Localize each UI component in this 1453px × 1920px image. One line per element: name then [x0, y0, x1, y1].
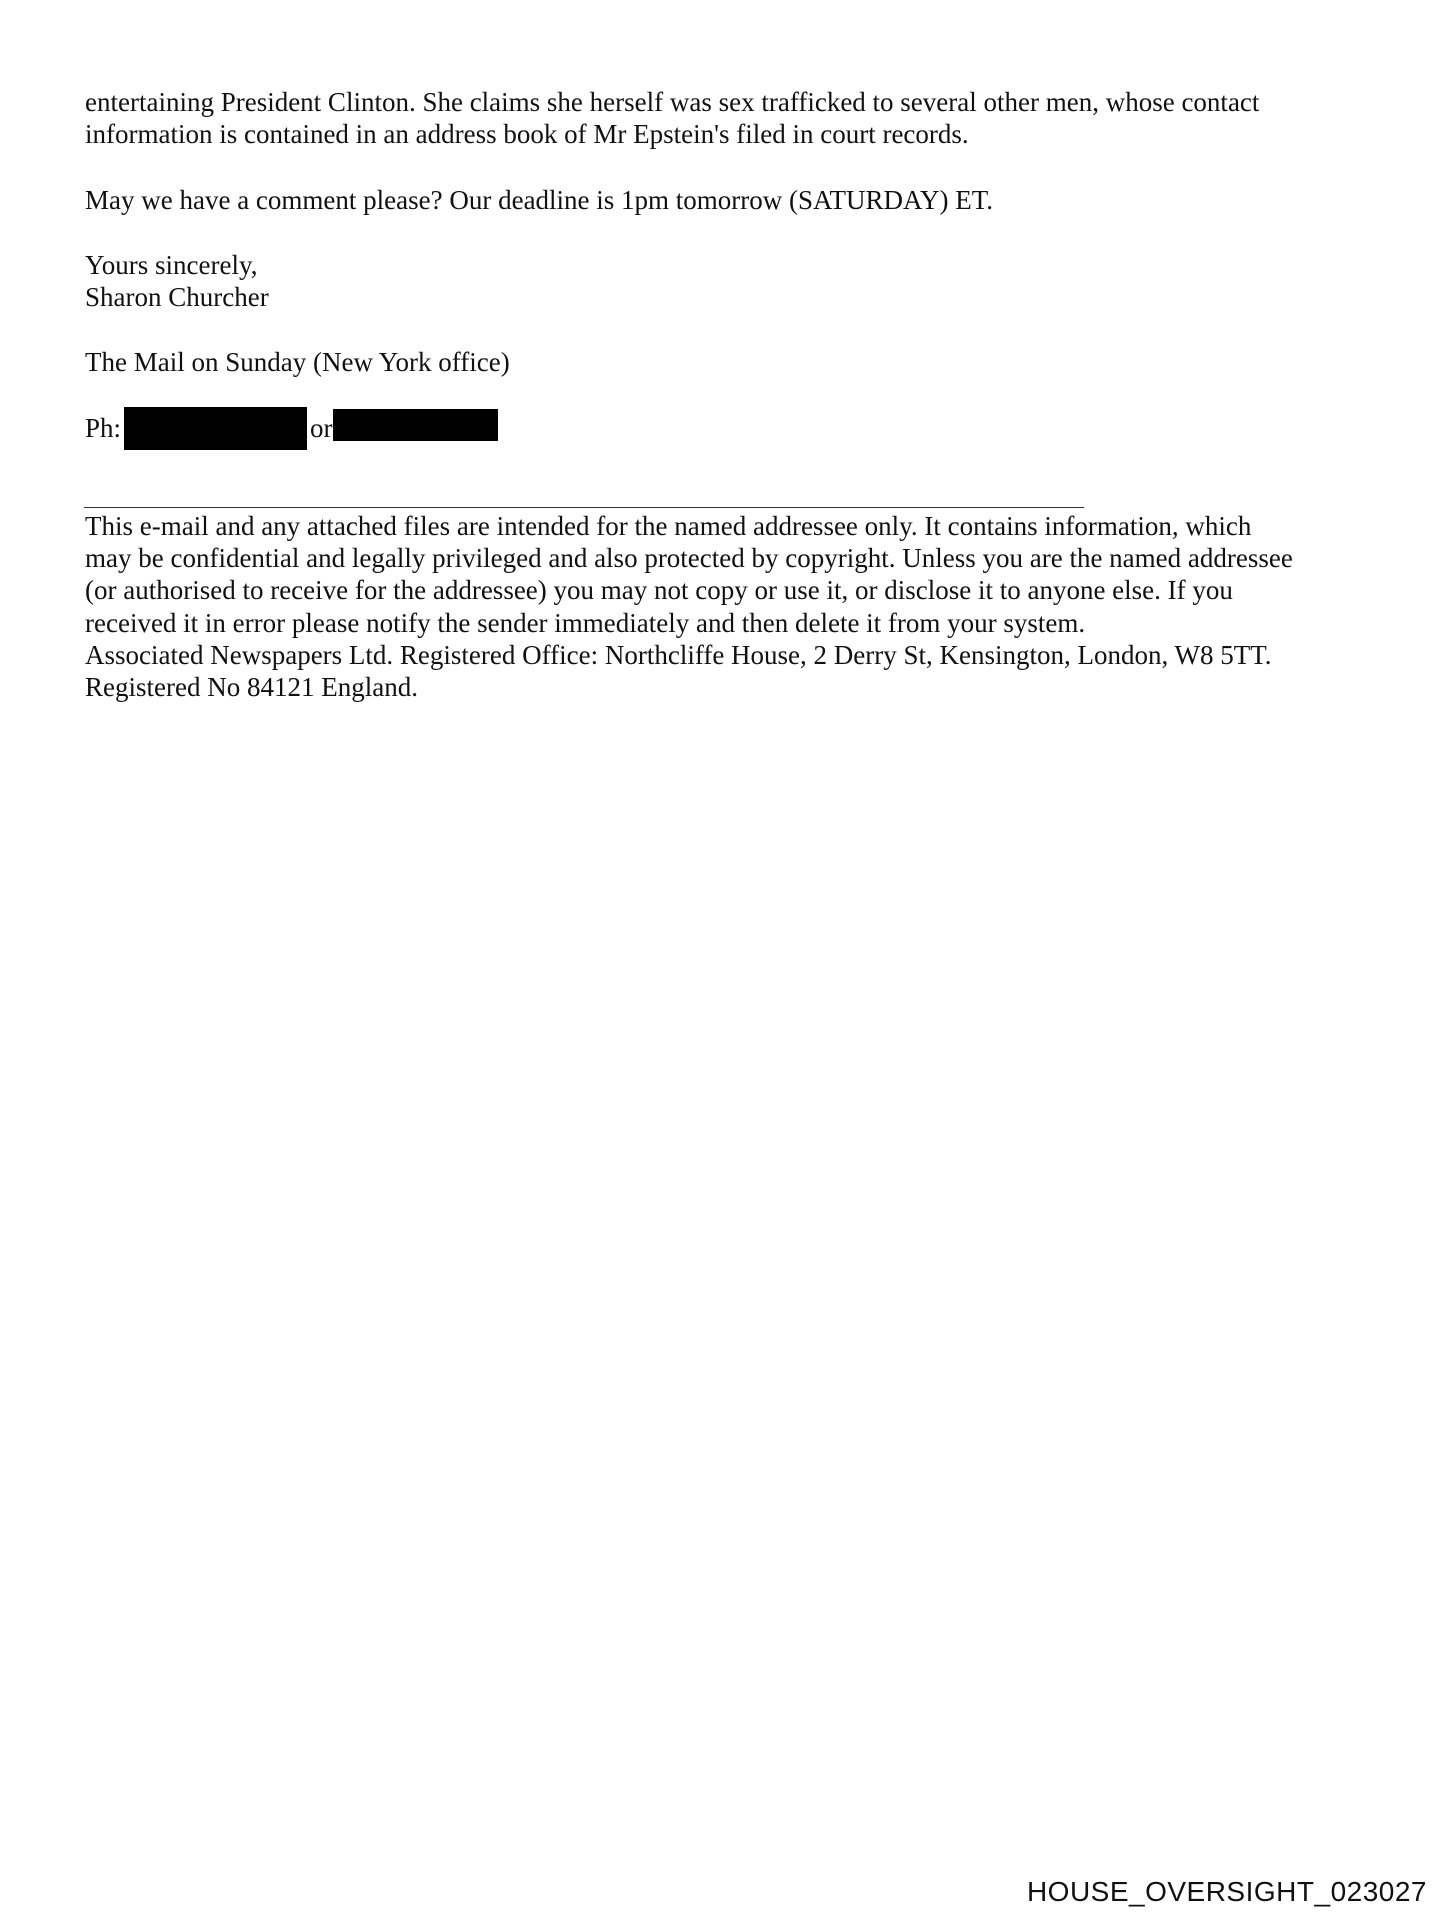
phone-or-text: or — [310, 413, 333, 443]
body-paragraph-1-line-1: entertaining President Clinton. She claims she herself was sex trafficked to several other men, whose contact — [85, 87, 1260, 117]
disclaimer-divider — [84, 507, 1084, 508]
phone-redaction-1 — [124, 407, 307, 450]
disclaimer-line-3: (or authorised to receive for the addressee) you may not copy or use it, or disclose it to anyone else. If you — [85, 575, 1233, 605]
closing-text: Yours sincerely, — [85, 250, 258, 280]
phone-label: Ph: — [85, 413, 122, 443]
sender-organization: The Mail on Sunday (New York office) — [85, 347, 510, 377]
disclaimer-line-4: received it in error please notify the sender immediately and then delete it from your system. — [85, 608, 1086, 638]
document-id-stamp: HOUSE_OVERSIGHT_023027 — [1026, 1876, 1427, 1907]
body-paragraph-2: May we have a comment please? Our deadline is 1pm tomorrow (SATURDAY) ET. — [85, 185, 994, 215]
disclaimer-line-6: Registered No 84121 England. — [85, 672, 418, 702]
disclaimer-line-5: Associated Newspapers Ltd. Registered Office: Northcliffe House, 2 Derry St, Kensington, London, W8 5TT. — [85, 640, 1272, 670]
body-paragraph-1-line-2: information is contained in an address book of Mr Epstein's filed in court records. — [85, 119, 969, 149]
disclaimer-line-1: This e-mail and any attached files are intended for the named addressee only. It contains information, which — [85, 511, 1252, 541]
phone-redaction-2 — [333, 409, 498, 441]
disclaimer-line-2: may be confidential and legally privileged and also protected by copyright. Unless you are the named addressee — [85, 543, 1293, 573]
sender-name: Sharon Churcher — [85, 282, 269, 312]
